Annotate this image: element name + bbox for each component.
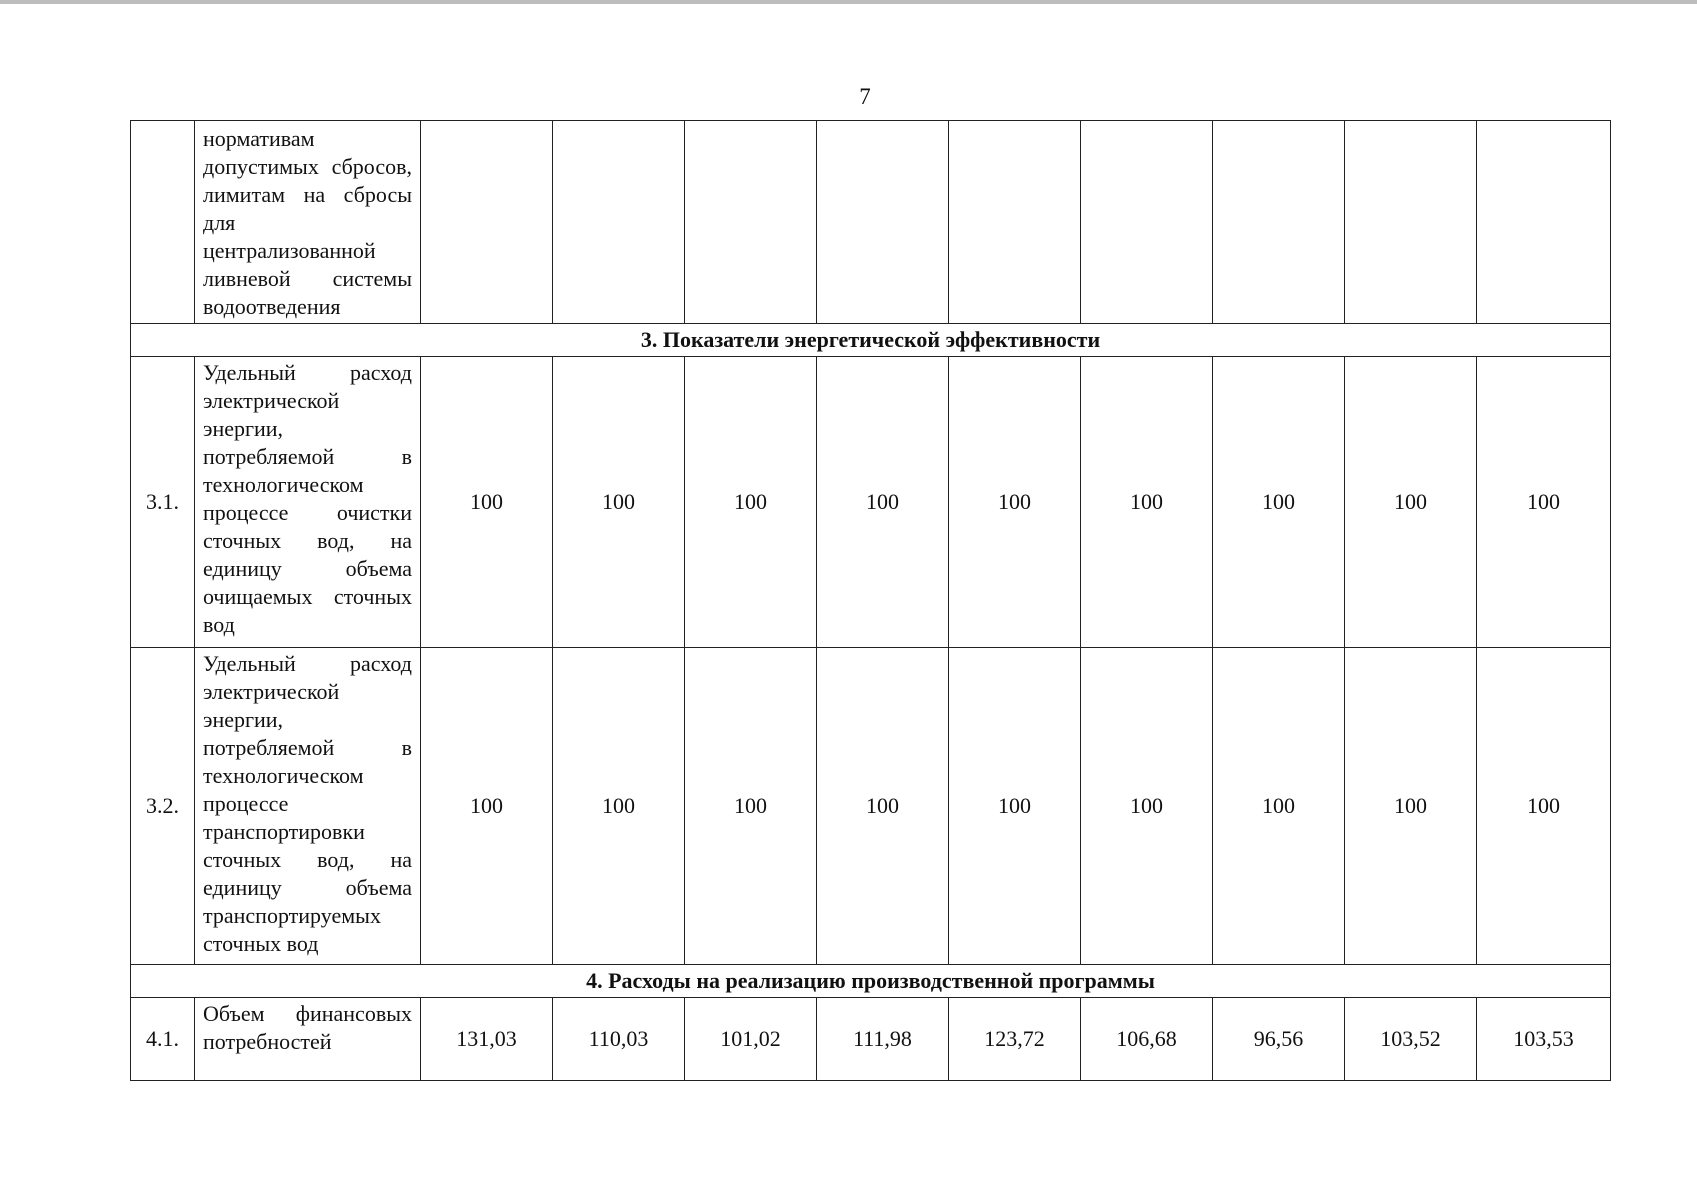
table-row-3-1 bbox=[131, 357, 1611, 648]
value-cell: 100 bbox=[1213, 648, 1345, 965]
table-row-3-2 bbox=[131, 648, 1611, 965]
value-cell: 96,56 bbox=[1213, 998, 1345, 1081]
section-header-row bbox=[131, 324, 1611, 357]
value-cell: 101,02 bbox=[685, 998, 817, 1081]
indicators-table bbox=[130, 120, 1611, 1081]
value-cell: 100 bbox=[1081, 648, 1213, 965]
indicator-name: нормативам допустимых сбросов, лимитам на сбросы для централизованной ливневой системы водоотведения bbox=[195, 121, 421, 324]
value-cell bbox=[1345, 121, 1477, 324]
value-cell: 100 bbox=[685, 648, 817, 965]
section-header-row bbox=[131, 965, 1611, 998]
row-number: 3.1. bbox=[131, 357, 195, 648]
value-cell: 100 bbox=[553, 648, 685, 965]
row-number: 3.2. bbox=[131, 648, 195, 965]
value-cell: 110,03 bbox=[553, 998, 685, 1081]
value-cell bbox=[1081, 121, 1213, 324]
page-number: 7 bbox=[859, 84, 871, 109]
value-cell: 100 bbox=[949, 357, 1081, 648]
value-cell bbox=[949, 121, 1081, 324]
value-cell: 100 bbox=[817, 357, 949, 648]
value-cell: 100 bbox=[553, 357, 685, 648]
value-cell: 100 bbox=[421, 648, 553, 965]
value-cell bbox=[817, 121, 949, 324]
value-cell: 100 bbox=[1345, 648, 1477, 965]
indicator-name: Удельный расход электрической энергии, потребляемой в технологическом процессе транспортировки сточных вод, на единицу объема транспортируемых сточных вод bbox=[195, 648, 421, 965]
indicator-name: Объем финансовых потребностей bbox=[195, 998, 421, 1081]
value-cell: 123,72 bbox=[949, 998, 1081, 1081]
value-cell bbox=[685, 121, 817, 324]
value-cell: 100 bbox=[949, 648, 1081, 965]
value-cell: 131,03 bbox=[421, 998, 553, 1081]
table-row-4-1 bbox=[131, 998, 1611, 1081]
section-title-4: 4. Расходы на реализацию производственной программы bbox=[131, 965, 1611, 998]
value-cell: 103,52 bbox=[1345, 998, 1477, 1081]
value-cell: 100 bbox=[817, 648, 949, 965]
row-number bbox=[131, 121, 195, 324]
value-cell: 103,53 bbox=[1477, 998, 1611, 1081]
value-cell: 100 bbox=[1213, 357, 1345, 648]
value-cell: 100 bbox=[1081, 357, 1213, 648]
value-cell: 100 bbox=[421, 357, 553, 648]
value-cell: 106,68 bbox=[1081, 998, 1213, 1081]
value-cell bbox=[1477, 121, 1611, 324]
value-cell bbox=[421, 121, 553, 324]
table-row-continuation bbox=[131, 121, 1611, 324]
value-cell: 111,98 bbox=[817, 998, 949, 1081]
value-cell: 100 bbox=[1477, 648, 1611, 965]
row-number: 4.1. bbox=[131, 998, 195, 1081]
scan-edge bbox=[0, 0, 1697, 4]
value-cell: 100 bbox=[1477, 357, 1611, 648]
value-cell: 100 bbox=[685, 357, 817, 648]
value-cell: 100 bbox=[1345, 357, 1477, 648]
section-title-3: 3. Показатели энергетической эффективности bbox=[131, 324, 1611, 357]
indicator-name: Удельный расход электрической энергии, потребляемой в технологическом процессе очистки сточных вод, на единицу объема очищаемых сточных вод bbox=[195, 357, 421, 648]
value-cell bbox=[1213, 121, 1345, 324]
value-cell bbox=[553, 121, 685, 324]
